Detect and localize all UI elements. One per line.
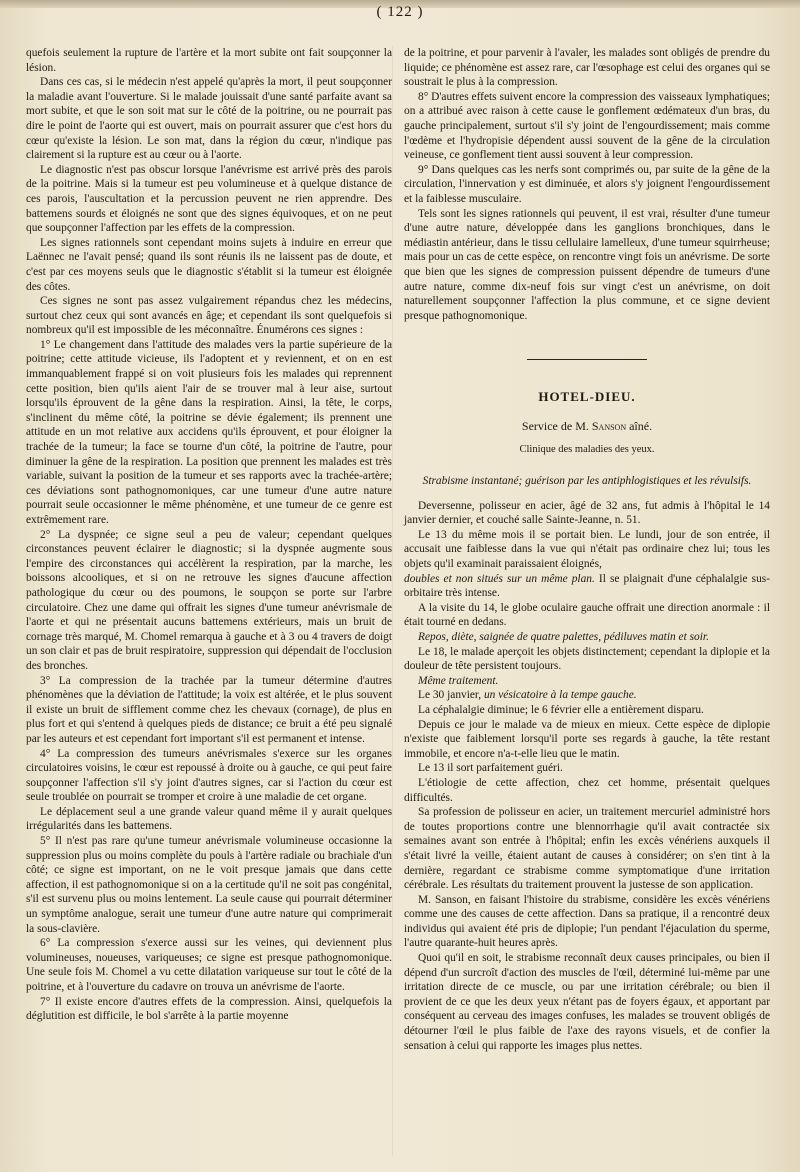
text-run: Le 30 janvier, bbox=[418, 689, 482, 702]
paragraph: 5° Il n'est pas rare qu'une tumeur anévrismale volumineuse occasionne la suppression plus ou moins complète du pouls à l'artère radiale ou brachiale d'un côté; ce signe est important, on ne le voit presque jamais que dans cette affection, il est pathognomonique si on a la certitude qu'il ne soit pas congénital, s'il est survenu plus ou moins lentement. La seule cause qui pourrait déterminer un symptôme analogue, serait une tumeur d'une autre nature qui comprimerait la sous-clavière. bbox=[26, 835, 392, 935]
italic-phrase: un vésicatoire à la tempe gauche. bbox=[483, 689, 637, 702]
paragraph: 6° La compression s'exerce aussi sur les veines, qui deviennent plus volumineuses, noueuses, variqueuses; ce signe est presque pathognomonique. Une seule fois M. Chomel a vu cette dilatation variqueuse sur tout le côté de la poitrine, et à l'ouverture du cadavre on trouva un anévrisme de l'aorte. bbox=[26, 937, 392, 993]
page-number: ( 122 ) bbox=[376, 4, 424, 20]
paragraph: A la visite du 14, le globe oculaire gauche offrait une direction anormale : il était tourné en dedans. bbox=[404, 601, 770, 629]
service-name: Sanson bbox=[591, 418, 627, 433]
paragraph: Les signes rationnels sont cependant moins sujets à induire en erreur que Laënnec ne l'avait pensé; quand ils sont réunis ils ne laissent pas de doute, et c'est par ces moyens seuls que le diagnostic s'établit si la tumeur est éloignée des côtes. bbox=[26, 236, 392, 293]
paragraph: Le 18, le malade aperçoit les objets distinctement; cependant la diplopie et la douleur de tête persistent toujours. bbox=[404, 645, 770, 673]
paragraph: M. Sanson, en faisant l'histoire du strabisme, considère les excès vénériens comme une des causes de cette affection. Dans sa pratique, il a rencontré deux individus qui avaient été pris de diplopie; l'un pendant l'éjaculation du sperme, l'autre quarante-huit heures après. bbox=[404, 893, 770, 950]
paragraph: Sa profession de polisseur en acier, un traitement mercuriel administré hors de toutes proportions contre une blennorrhagie qu'il avait contractée six semaines avant son entrée à l'hôpital; enfin les excès vénériens auxquels il s'était livré la veille, étaient autant de causes à considérer; on s'en tint à la dernière, regardant ce strabisme comme symptomatique d'une irritation cérébrale. Les résultats du traitement prouvent la justesse de son application. bbox=[404, 806, 770, 892]
paragraph: Le diagnostic n'est pas obscur lorsque l'anévrisme est arrivé près des parois de la poitrine. Mais si la tumeur est peu volumineuse et à quelque distance de ces parois, l'auscultation et la percussion peuvent ne rien apprendre. Des battemens sourds et éloignés ne sont que des signes équivoques, et on ne peut que soupçonner l'affection par les effets de la compression. bbox=[26, 163, 392, 235]
paragraph bbox=[404, 688, 770, 703]
case-title: Strabisme instantané; guérison par les antiphlogistiques et les révulsifs. bbox=[422, 475, 752, 488]
paragraph: 7° Il existe encore d'autres effets de la compression. Ainsi, quelquefois la déglutition est difficile, le bol s'arrête à la partie moyenne bbox=[26, 995, 392, 1023]
paragraph: 1° Le changement dans l'attitude des malades vers la partie supérieure de la poitrine; cette attitude vicieuse, ils l'adoptent et y reviennent, et on en est immanquablement frappé si on voit plusieurs fois les malades qui reprennent cette position, bien qu'ils aient l'air de se trouver mal à leur aise, surtout lorsqu'ils éprouvent de la gêne dans la respiration. Ainsi, la tête, le corps, s'inclinent du même côté, la poitrine se dévie également; ils prennent une attitude en un mot relative aux accidens qu'ils éprouvent, et pour éloigner la trachée de la tumeur; la face se tourne d'un côté, la poitrine de l'autre, pour diminuer la gêne de la respiration. La position que prennent les malades est très variable, suivant la position de la tumeur et ses rapports avec la trachée-artère; ces déviations sont pathognomoniques, car une tumeur d'une autre nature pourrait seule occasionner le même phénomène, et une tumeur de ce genre est extrêmement rare. bbox=[26, 338, 392, 526]
treatment: Repos, diète, saignée de quatre palettes, pédiluves matin et soir. bbox=[418, 631, 709, 643]
clinic-subtitle: Clinique des maladies des yeux. bbox=[519, 444, 655, 456]
section-divider bbox=[527, 359, 647, 360]
paragraph: Quoi qu'il en soit, le strabisme reconnaît deux causes principales, ou bien il dépend d'un surcroît d'action des muscles de l'œil, déterminé lui-même par une irritation directe de ce muscle, ou par une irritation cérébrale; ou bien il provient de ce que les deux yeux n'étant pas de foyers égaux, et apportant par conséquent au cerveau des images confuses, les malades se trouvent obligés de détourner l'œil le plus faible de l'axe des rayons visuels, et de confier la sensation à celui qui rapporte les images plus nettes. bbox=[404, 952, 770, 1052]
paragraph: Tels sont les signes rationnels qui peuvent, il est vrai, résulter d'une tumeur d'une autre nature, développée dans les ganglions bronchiques, dans le médiastin antérieur, dans le tissu cellulaire lamelleux, d'une tumeur squirrheuse; mais pour un cas de cette espèce, on rencontre vingt fois un anévrisme. De sorte que bien que les signes de compression puissent dépendre de tumeurs d'une autre nature, comme dix-neuf fois sur vingt c'est un anévrisme, on doit naturellement soupçonner l'affection la plus commune, et ce signe devient presque pathognomonique. bbox=[404, 207, 770, 322]
paragraph: 3° La compression de la trachée par la tumeur détermine d'autres phénomènes que la déviation de l'attitude; la voix est altérée, et le plus souvent il existe un bruit de sifflement comme chez les chevaux (cornage), de plus en plus fort et qui s'entend à quelques pieds de distance; ce bruit a été peu signalé par les auteurs et est cependant fort important s'il est permanent et intense. bbox=[26, 674, 392, 745]
paragraph: 9° Dans quelques cas les nerfs sont comprimés ou, par suite de la gêne de la circulation, l'innervation y est diminuée, et alors s'y joignent l'engourdissement et la faiblesse musculaire. bbox=[404, 163, 770, 205]
paragraph: 4° La compression des tumeurs anévrismales s'exerce sur les organes circulatoires voisins, le cœur est repoussé à droite ou à gauche, ce qui peut faire soupçonner l'affection s'il s'y joint d'autres signes, car si l'action du cœur est seule troublée on pourrait se tromper et croire à une maladie de cet organe. bbox=[26, 747, 392, 804]
paragraph: Deversenne, polisseur en acier, âgé de 32 ans, fut admis à l'hôpital le 14 janvier dernier, et couché salle Sainte-Jeanne, n. 51. bbox=[404, 499, 770, 527]
treatment: Même traitement. bbox=[418, 674, 499, 687]
right-column bbox=[404, 46, 770, 1053]
paragraph: Dans ces cas, si le médecin n'est appelé qu'après la mort, il peut soupçonner la maladie avant l'ouverture. Si le malade jouissait d'une santé parfaite avant sa mort subite, et que le son soit mat sur le côté de la poitrine, ou ne pourrait pas dire le point de l'aorte qui est ouvert, mais on pourrait assurer que c'est hors du cœur qu'existe la lésion. Le son mat, dans la région du cœur, n'indique pas clairement si la rupture est au cœur ou à l'aorte. bbox=[26, 76, 392, 162]
paragraph bbox=[404, 572, 770, 601]
italic-phrase: doubles et non situés sur un même plan. bbox=[404, 572, 595, 585]
paragraph: Le 13 il sort parfaitement guéri. bbox=[418, 762, 563, 775]
service-line bbox=[404, 419, 770, 434]
service-prefix: Service de M. bbox=[521, 418, 589, 433]
service-suffix: aîné. bbox=[629, 418, 653, 433]
paragraph: L'étiologie de cette affection, chez cet homme, présentait quelques difficultés. bbox=[404, 776, 770, 804]
paragraph: quefois seulement la rupture de l'artère et la mort subite ont fait soupçonner la lésion. bbox=[26, 47, 392, 74]
left-column bbox=[26, 46, 392, 1024]
section-title: HOTEL-DIEU. bbox=[538, 389, 636, 405]
paragraph: 8° D'autres effets suivent encore la compression des vaisseaux lymphatiques; on a attribué avec raison à cette cause le gonflement œdémateux d'un bras, du gauche principalement, surtout s'il s'y joint de l'engourdissement; mais comme l'œdème et l'hydropisie dépendent aussi souvent de la gêne de la circulation veineuse, ce gonflement tient aussi souvent à leur compression. bbox=[404, 90, 770, 162]
paragraph: La céphalalgie diminue; le 6 février elle a entièrement disparu. bbox=[418, 703, 704, 716]
paragraph: Depuis ce jour le malade va de mieux en mieux. Cette espèce de diplopie n'existe que faiblement lorsqu'il porte ses regards à gauche, la tête restant immobile, et encore n'a-t-elle lieu que le matin. bbox=[404, 718, 770, 760]
paragraph: de la poitrine, et pour parvenir à l'avaler, les malades sont obligés de prendre du liquide; ce phénomène est assez rare, car l'œsophage est celui des organes qui se soustrait le plus à la compression. bbox=[404, 47, 770, 89]
column-gutter bbox=[392, 46, 393, 1156]
paragraph: Le 13 du même mois il se portait bien. Le lundi, jour de son entrée, il accusait une faiblesse dans la vue qui n'était pas ordinaire chez lui; tous les objets qu'il examinait paraissaient éloignés, bbox=[404, 528, 770, 571]
paragraph: 2° La dyspnée; ce signe seul a peu de valeur; cependant quelques circonstances peuvent éclairer le diagnostic; si la dyspnée augmente sous l'empire des circonstances qui accélèrent la respiration, par la marche, les boissons alcooliques, et si on ne retrouve les signes d'aucune affection pathologique du cœur ou des poumons, le soupçon se porte sur l'arbre circulatoire. Chez une dame qui offrait les signes d'une tumeur anévrismale de l'aorte et qui ne présentait aucuns battemens extérieurs, mais un bruit de cornage très marqué, M. Chomel remarqua à gauche et à 3 ou 4 travers de doigt un son clair et pas de bruit respiratoire, suppression qui dépendait de l'occlusion des bronches. bbox=[26, 528, 392, 672]
paragraph: Le déplacement seul a une grande valeur quand même il y aurait quelques irrégularités dans les battemens. bbox=[26, 805, 392, 833]
text-run: Il se plaignait d'une céphalalgie sus-orbitaire très intense. bbox=[404, 572, 771, 600]
paragraph: Ces signes ne sont pas assez vulgairement répandus chez les médecins, surtout chez ceux qui sont avancés en âge; et cependant ils sont quelquefois si nombreux qu'il est impossible de les méconnaître. Énumérons ces signes : bbox=[26, 295, 392, 337]
